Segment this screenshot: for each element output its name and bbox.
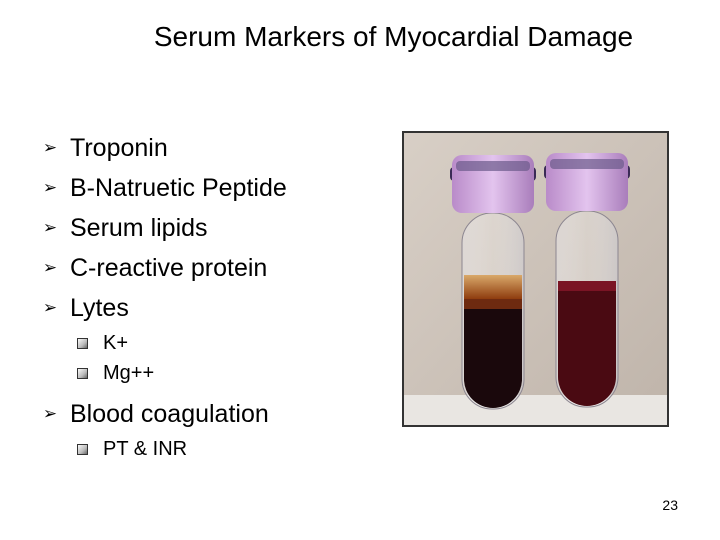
sub-bullet-item — [40, 434, 380, 464]
right-tube — [544, 153, 630, 407]
arrow-bullet-icon: ➢ — [42, 138, 58, 157]
bullet-item — [40, 394, 380, 434]
sub-bullet-text: Mg++ — [103, 362, 155, 384]
bullet-text: Blood coagulation — [70, 400, 269, 428]
bullet-item — [40, 288, 380, 328]
sub-bullet-text: PT & INR — [103, 438, 188, 460]
slide-title: Serum Markers of Myocardial Damage — [153, 21, 634, 52]
arrow-bullet-icon: ➢ — [42, 178, 58, 197]
left-tube — [450, 155, 536, 409]
bullet-item — [40, 168, 380, 208]
arrow-bullet-icon: ➢ — [42, 404, 58, 423]
bullet-item — [40, 208, 380, 248]
photo-table-surface — [404, 395, 667, 425]
arrow-bullet-icon: ➢ — [42, 218, 58, 237]
blood-tubes-photo — [402, 131, 669, 427]
bullet-text: Lytes — [70, 294, 129, 322]
bullet-list — [40, 128, 380, 464]
bullet-item — [40, 248, 380, 288]
page-number: 23 — [662, 497, 678, 513]
bullet-text: Serum lipids — [70, 214, 208, 242]
sub-bullet-item — [40, 358, 380, 388]
sub-bullet-text: K+ — [103, 332, 129, 354]
arrow-bullet-icon: ➢ — [42, 258, 58, 277]
square-bullet-icon — [77, 368, 88, 379]
bullet-text: Troponin — [70, 134, 168, 162]
square-bullet-icon — [77, 338, 88, 349]
sub-bullet-item — [40, 328, 380, 358]
bullet-item — [40, 128, 380, 168]
bullet-text: B-Natruetic Peptide — [70, 174, 287, 202]
bullet-text: C-reactive protein — [70, 254, 268, 282]
square-bullet-icon — [77, 444, 88, 455]
arrow-bullet-icon: ➢ — [42, 298, 58, 317]
